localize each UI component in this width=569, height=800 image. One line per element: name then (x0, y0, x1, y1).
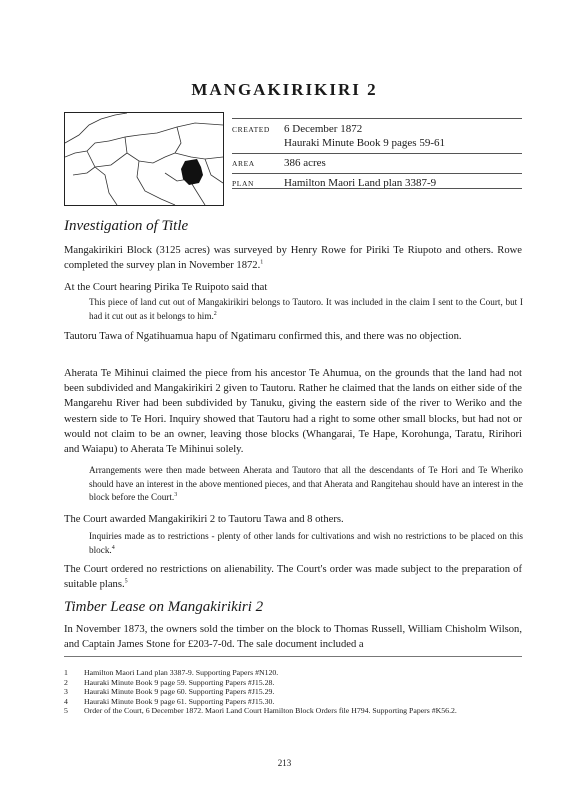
footnote: 3 Hauraki Minute Book 9 page 60. Supporting Papers #J15.29. (64, 687, 275, 697)
page-title: MANGAKIRIKIRI 2 (191, 80, 378, 99)
footnote: 2 Hauraki Minute Book 9 page 59. Supporting Papers #J15.28. (64, 677, 275, 687)
plan-label: PLAN (232, 179, 254, 188)
block-info-table (232, 118, 522, 193)
paragraph-court-order: The Court ordered no restrictions on alienability. The Court's order was made subject to the preparation of suitable plans.$^5$ (64, 564, 522, 591)
page-number: 213 (277, 758, 292, 768)
quote-pirika: This piece of land cut out of Mangakirikiri belongs to Tautoro. It was included in the claim I sent to the Court, but I had it cut out as it belongs to him.$^2$ (89, 297, 523, 321)
quote-arrangements: Arrangements were then made between Aherata and Tautoro that all the descendants of Te Hori and Te Wheriko should have an interest in the above mentioned pieces, and that Aherata and Rangitehau should have an interest in the block before the Court.$^3$ (89, 465, 523, 503)
created-date: 6 December 1872 (284, 123, 363, 135)
paragraph-aherata-claim: Aherata Te Mihinui claimed the piece from his ancestor Te Ahumua, on the grounds that the land had not been subdivided and Mangakirikiri 2 given to Tautoru. Rather he claimed that the lands on either side of the Mangarehu River had been subdivided by Tanuku, giving the eastern side of the river to Weriko and the western side to Te Hori. Inquiry showed that Tautoru had a right to some other small blocks, but had not or would not claim to be an owner, leaving those blocks (Whangarai, Te Hape, Korohunga, Taratu, Ririhori and Waiapu) to Aherata Te Mihinui solely. (64, 368, 522, 456)
footnotes (64, 668, 522, 716)
location-map (64, 112, 224, 206)
footnote-divider (64, 656, 522, 657)
footnote: 5 Order of the Court, 6 December 1872. Maori Land Court Hamilton Block Orders file H794. Supporting Papers #K56.2. (64, 706, 457, 716)
created-label: CREATED (232, 125, 270, 134)
plan-row (232, 173, 522, 193)
paragraph-survey: Mangakirikiri Block (3125 acres) was surveyed by Henry Rowe for Piriki Te Riupoto and others. Rowe completed the survey plan in November 1872.$^1$ (64, 245, 522, 272)
plan-value: Hamilton Maori Land plan 3387-9 (284, 177, 437, 189)
block-boundary-map (65, 113, 223, 205)
area-value: 386 acres (284, 157, 326, 169)
paragraph-timber-sale: In November 1873, the owners sold the timber on the block to Thomas Russell, William Chisholm Wilson, and Captain James Stone for £203-7-0d. The sale document included a (64, 624, 522, 651)
mangakirikiri-2-block (181, 159, 203, 185)
footnote: 4 Hauraki Minute Book 9 page 61. Supporting Papers #J15.30. (64, 696, 275, 706)
footnote: 1 Hamilton Maori Land plan 3387-9. Supporting Papers #N120. (64, 668, 279, 677)
quote-restrictions: Inquiries made as to restrictions - plenty of other lands for cultivations and wish no restrictions to be placed on this block.$^4$ (89, 531, 523, 555)
area-row (232, 153, 522, 173)
paragraph-tautoru-confirmed: Tautoru Tawa of Ngatihuamua hapu of Ngatimaru confirmed this, and there was no objection. (64, 331, 462, 342)
created-row (232, 118, 522, 153)
paragraph-court-award: The Court awarded Mangakirikiri 2 to Tautoru Tawa and 8 others. (64, 514, 344, 525)
created-reference: Hauraki Minute Book 9 pages 59-61 (284, 137, 445, 149)
timber-lease-heading: Timber Lease on Mangakirikiri 2 (64, 599, 264, 615)
paragraph-court-hearing: At the Court hearing Pirika Te Ruipoto said that (64, 282, 268, 293)
area-label: AREA (232, 159, 255, 168)
investigation-heading: Investigation of Title (64, 218, 189, 234)
